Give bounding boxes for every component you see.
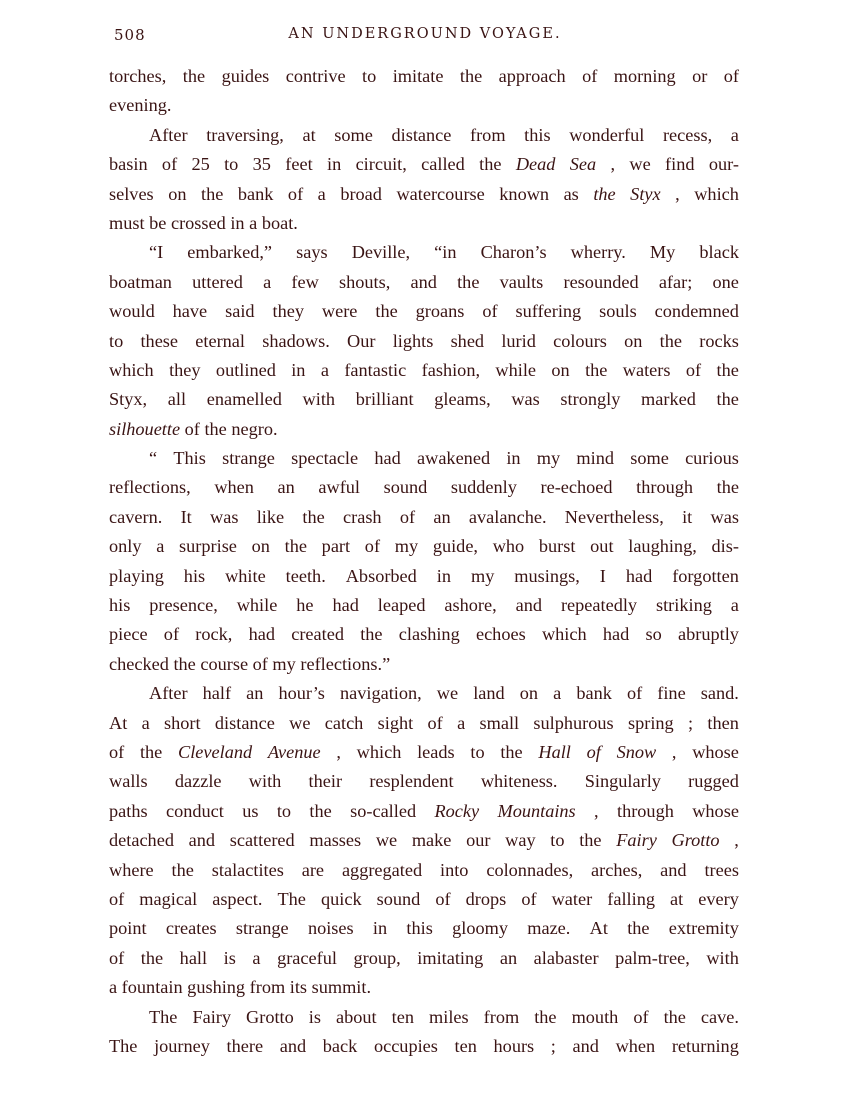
text-line: to these eternal shadows. Our lights shed lurid colours on the rocks xyxy=(109,330,739,351)
text-line: “I embarked,” says Deville, “in Charon’s wherry. My black xyxy=(149,242,739,263)
text-line: walls dazzle with their resplendent whiteness. Singularly rugged xyxy=(109,771,739,792)
page-header xyxy=(110,22,740,50)
text-line: detached and scattered masses we make our way to the Fairy Grotto , xyxy=(109,830,739,851)
body-text xyxy=(109,62,739,1061)
text-line: cavern. It was like the crash of an avalanche. Nevertheless, it was xyxy=(109,506,739,527)
text-line: checked the course of my reflections.” xyxy=(109,653,391,674)
text-line: only a surprise on the part of my guide, who burst out laughing, dis- xyxy=(109,536,739,557)
text-line: evening. xyxy=(109,95,172,116)
text-line: After traversing, at some distance from this wonderful recess, a xyxy=(149,124,739,145)
text-line: playing his white teeth. Absorbed in my musings, I had forgotten xyxy=(109,565,739,586)
text-line: “ This strange spectacle had awakened in my mind some curious xyxy=(149,448,739,469)
text-line: After half an hour’s navigation, we land on a bank of fine sand. xyxy=(149,683,739,704)
text-line: torches, the guides contrive to imitate the approach of morning or of xyxy=(109,66,739,86)
text-line: where the stalactites are aggregated into colonnades, arches, and trees xyxy=(109,859,739,880)
text-line: of magical aspect. The quick sound of drops of water falling at every xyxy=(109,888,739,909)
text-line: basin of 25 to 35 feet in circuit, called the Dead Sea , we find our- xyxy=(109,154,739,175)
text-line: which they outlined in a fantastic fashion, while on the waters of the xyxy=(109,359,739,380)
text-line: selves on the bank of a broad watercourse known as the Styx , which xyxy=(109,183,739,204)
text-line: must be crossed in a boat. xyxy=(109,212,298,233)
text-line: silhouette of the negro. xyxy=(109,418,278,439)
text-line: would have said they were the groans of suffering souls condemned xyxy=(109,301,739,322)
text-line: a fountain gushing from its summit. xyxy=(109,977,372,998)
text-line: piece of rock, had created the clashing echoes which had so abruptly xyxy=(109,624,739,645)
text-line: reflections, when an awful sound suddenly re-echoed through the xyxy=(109,477,739,498)
text-line: paths conduct us to the so-called Rocky Mountains , through whose xyxy=(109,800,739,821)
text-line: of the Cleveland Avenue , which leads to the Hall of Snow , whose xyxy=(109,741,739,762)
text-line: of the hall is a graceful group, imitating an alabaster palm-tree, with xyxy=(109,947,739,968)
text-line: At a short distance we catch sight of a small sulphurous spring ; then xyxy=(109,712,739,733)
running-title: AN UNDERGROUND VOYAGE. xyxy=(288,26,562,42)
page-number: 508 xyxy=(114,26,146,44)
text-line: The Fairy Grotto is about ten miles from the mouth of the cave. xyxy=(149,1006,739,1027)
text-line: The journey there and back occupies ten hours ; and when returning xyxy=(109,1035,739,1056)
text-line: boatman uttered a few shouts, and the vaults resounded afar; one xyxy=(109,271,739,292)
text-line: his presence, while he had leaped ashore, and repeatedly striking a xyxy=(109,595,739,616)
text-line: point creates strange noises in this gloomy maze. At the extremity xyxy=(109,918,739,939)
text-line: Styx, all enamelled with brilliant gleams, was strongly marked the xyxy=(109,389,739,410)
